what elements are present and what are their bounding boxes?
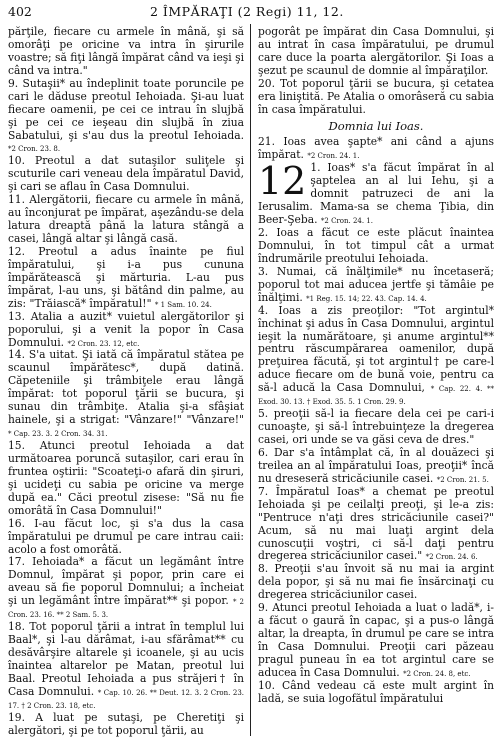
verse [258, 136, 494, 162]
verse-text: 10. Preotul a dat sutaşilor suliţele şi scuturile cari veneau dela împăratul David, şi cari se aflau în Casa Domnului. [8, 154, 244, 194]
verse-text: pogorât pe împărat din Casa Domnului, şi au intrat în casa împăratului, pe drumul care duce la poarta alergătorilor. Şi Ioas a şezut pe scaunul de domnie al împăraţilor. [258, 25, 494, 77]
verse [8, 712, 244, 738]
verse-text: 2. Ioas a făcut ce este plăcut înaintea Domnului, în tot timpul cât a urmat îndrumările preotului Iehoiada. [258, 226, 494, 265]
column-divider [250, 24, 251, 736]
verse [258, 266, 494, 305]
verse-text: 17. Iehoiada* a făcut un legământ între Domnul, împărat şi popor, prin care ei aveau să fie poporul Domnului; a încheiat şi un legământ între împărat** şi popor. [8, 555, 244, 608]
verse [258, 305, 494, 409]
right-column-verses [258, 136, 494, 162]
verse [8, 246, 244, 311]
verse [8, 621, 244, 712]
footnote-ref: *2 Cron. 24. 1. [320, 217, 373, 226]
verse [8, 26, 244, 78]
page-number: 402 [8, 4, 32, 19]
footnote-ref: * Cap. 23. 3. 2 Cron. 34. 31. [8, 430, 108, 439]
verse-text: 9. Atunci preotul Iehoiada a luat o ladă*, i-a făcut o gaură în capac, şi a pus-o lângă altar, la dreapta, în drumul pe care se intra în Casa Domnului. Preoţii cari păzeau pragul puneau în ea tot argintul care se aducea în Casa Domnului. [258, 601, 494, 679]
verse-text: 3. Numai, că înălţimile* nu încetaseră; poporul tot mai aducea jertfe şi tămâie pe înălţimi. [258, 264, 494, 304]
left-column [8, 26, 244, 738]
verse [258, 602, 494, 680]
verse-text: 16. I-au făcut loc, şi s'a dus la casa împăratului pe drumul pe care intrau caii: acolo a fost omorâtă. [8, 516, 244, 556]
verse [8, 556, 244, 621]
verse [258, 563, 494, 602]
footnote-ref: *2 Cron. 24. 8, etc. [403, 669, 471, 678]
right-column-top [258, 26, 494, 117]
footnote-ref: *2 Cron. 24. 6. [425, 553, 478, 562]
right-column-after [258, 227, 494, 706]
verse [258, 680, 494, 706]
verse [258, 26, 494, 78]
footnote-ref: * 1 Sam. 10. 24. [154, 300, 212, 309]
footnote-ref: *1 Reg. 15. 14; 22. 43. Cap. 14. 4. [306, 294, 427, 303]
footnote-ref: *2 Cron. 24. 1. [307, 152, 360, 161]
verse [8, 194, 244, 246]
verse-text: 6. Dar s'a întâmplat că, în al douăzeci şi treilea an al împăratului Ioas, preoţii* încă nu dreseseră stricăciunile casei. [258, 445, 494, 485]
running-title: 2 ÎMPĂRAŢI (2 Regi) 11, 12. [150, 4, 344, 19]
footnote-ref: *2 Cron. 23. 12, etc. [67, 339, 140, 348]
verse-text: 1. Ioas* s'a făcut împărat în al şaptelea an al lui Iehu, şi a domnit patruzeci de ani la Ierusalim. Mama-sa se chema Ţibia, din Beer-Şeba. [258, 161, 494, 227]
verse [8, 349, 244, 440]
verse-text: 18. Tot poporul ţării a intrat în templul lui Baal*, şi l-au dărâmat, i-au sfărâmat** cu desăvârşire altarele şi icoanele, şi au ucis înaintea altarelor pe Matan, preotul lui Baal. Preotul Iehoiada a pus străjeri† în Casa Domnului. [8, 620, 244, 698]
verse-text: 11. Alergătorii, fiecare cu armele în mână, au înconjurat pe împărat, aşezându-se dela latura dreaptă până la latura stângă a casei, lângă altar şi lângă casă. [8, 193, 244, 245]
verse [258, 78, 494, 117]
verse-text: 12. Preotul a adus înainte pe fiul împăratului, şi i-a pus cununa împărătească şi mărturia. L-au pus împărat, l-au uns, şi bătând din palme, au zis: "Trăiască* împăratul!" [8, 244, 244, 310]
verse [258, 227, 494, 266]
verse [258, 486, 494, 564]
verse-text: 5. preoţii să-l ia fiecare dela cei pe cari-i cunoaşte, şi să-l întrebuinţeze la dregerea casei, ori unde se va găsi ceva de dres." [258, 407, 494, 447]
verse-text: 19. A luat pe sutaşi, pe Cheretiţi şi alergători, şi pe tot poporul ţării, au [8, 710, 244, 737]
footnote-ref: * Cap. 22. 4. ** Exod. 30. 13. † Exod. 35. 5. 1 Cron. 29. 9. [258, 385, 494, 407]
verse [8, 311, 244, 350]
verse-text: 4. Ioas a zis preoţilor: "Tot argintul* închinat şi adus în Casa Domnului, argintul ieşit la numărătoare, şi anume argintul** pentru răscumpărarea oamenilor, după preţuirea făcută, şi tot argintul† pe care-l aduce fiecare om de bună voie, pentru ca să-l aducă la Casa Domnului, [258, 303, 494, 395]
footnote-ref: *2 Cron. 21. 5. [436, 475, 489, 484]
verse [258, 447, 494, 486]
section-heading: Domnia lui Ioas. [328, 118, 424, 133]
right-column [258, 26, 494, 706]
verse-text: 21. Ioas avea şapte* ani când a ajuns împărat. [258, 135, 494, 162]
verse-text: 10. Când vedeau că este mult argint în ladă, se suia logofătul împăratului [258, 678, 494, 705]
verse [258, 408, 494, 447]
verse [8, 518, 244, 557]
verse-text: 15. Atunci preotul Iehoiada a dat următoarea poruncă sutaşilor, cari erau în fruntea oştirii: "Scoateţi-o afară din şiruri, şi ucideţi cu sabia pe oricine va merge după ea." Căci preotul zisese: "Să nu fie omorâtă în Casa Domnului!" [8, 439, 244, 517]
verse-text: 20. Tot poporul ţării se bucura, şi cetatea era liniştită. Pe Atalia o omorâseră cu sabia în casa împăratului. [258, 76, 494, 116]
verse-text: 7. Împăratul Ioas* a chemat pe preotul Iehoiada şi pe ceilalţi preoţi, şi le-a zis: "Pentruce n'aţi dres stricăciunile casei?" Acum, să nu mai luaţi argint dela cunoscuţii voştri, ci să-l daţi pentru dregerea stricăciunilor casei." [258, 484, 494, 563]
verse-text: 13. Atalia a auzit* vuietul alergătorilor şi poporului, şi a venit la popor în Casa Domnului. [8, 309, 244, 349]
verse-text: 9. Sutaşii* au îndeplinit toate poruncile pe cari le dăduse preotul Iehoiada. Şi-au luat fiecare oamenii, pe cei ce intrau în slujbă şi pe cei ce ieşeau din slujbă în ziua Sabatului, şi s'au dus la preotul Iehoiada. [8, 76, 244, 142]
footnote-ref: * Cap. 10. 26. ** Deut. 12. 3. 2 Cron. 23. 17. † 2 Cron. 23. 18, etc. [8, 688, 244, 710]
verse [8, 155, 244, 194]
footnote-ref: * 2 Cron. 23. 16. ** 2 Sam. 5. 3. [8, 598, 244, 620]
verse-text: părţile, fiecare cu armele în mână, şi să omorâţi pe oricine va intra în şirurile voastre; să fiţi lângă împărat când va ieşi şi când va intra." [8, 25, 245, 77]
page-header [0, 0, 500, 22]
verse-text: 8. Preoţii s'au învoit să nu mai ia argint dela popor, şi să nu mai fie însărcinaţi cu dregerea stricăciunilor casei. [258, 562, 494, 602]
verse [8, 440, 244, 518]
chapter-number: 12 [258, 159, 307, 204]
verse-text: 14. S'a uitat. Şi iată că împăratul stătea pe scaunul împărătesc*, după datină. Căpeteniile şi trâmbiţele erau lângă împărat: tot poporul ţării se bucura, şi sunau din trâmbiţe. Atalia şi-a sfâşiat hainele, şi a strigat: "Vânzare!" "Vânzare!" [8, 348, 244, 427]
chapter-start [258, 159, 494, 227]
footnote-ref: *2 Cron. 23. 8. [8, 145, 61, 154]
verse [8, 78, 244, 156]
